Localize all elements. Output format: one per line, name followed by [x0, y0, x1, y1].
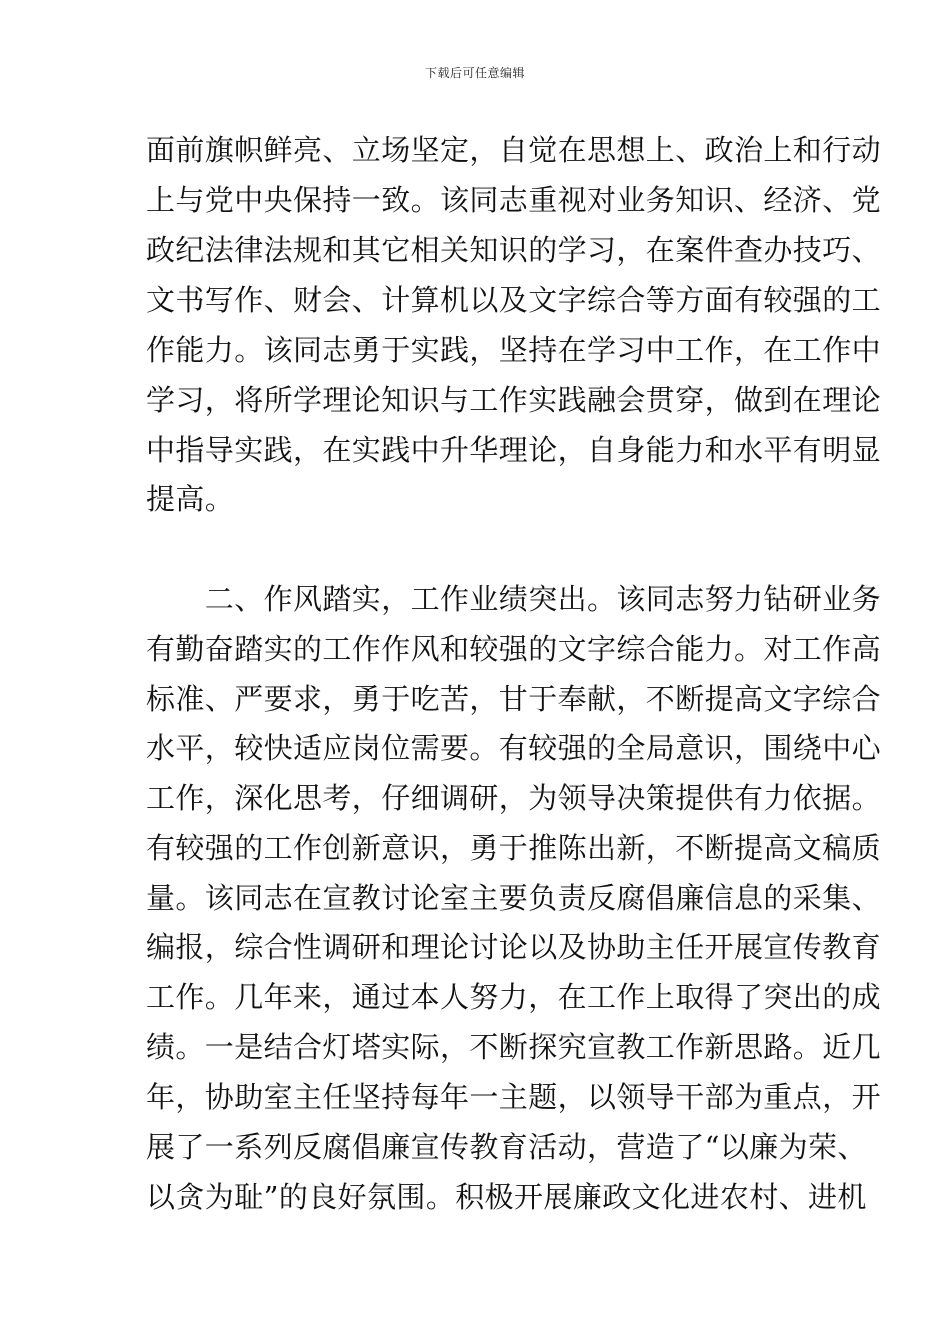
- text-line: 工作，深化思考，仔细调研，为领导决策提供有力依据。: [146, 781, 882, 815]
- text-line: 水平，较快适应岗位需要。有较强的全局意识，围绕中心: [146, 731, 882, 765]
- text-line: 提高。: [146, 482, 235, 516]
- text-line: 以贪为耻”的良好氛围。积极开展廉政文化进农村、进机: [146, 1180, 867, 1214]
- text-line: 中指导实践，在实践中升华理论，自身能力和水平有明显: [146, 433, 882, 467]
- text-line: 面前旗帜鲜亮、立场坚定，自觉在思想上、政治上和行动: [146, 133, 882, 167]
- text-line: 年，协助室主任坚持每年一主题，以领导干部为重点，开: [146, 1080, 882, 1114]
- text-line: 作能力。该同志勇于实践，坚持在学习中工作，在工作中: [146, 333, 882, 367]
- text-line: 上与党中央保持一致。该同志重视对业务知识、经济、党: [146, 183, 882, 217]
- page-header: 下载后可任意编辑: [424, 66, 525, 80]
- text-line: 学习，将所学理论知识与工作实践融会贯穿，做到在理论: [146, 383, 882, 417]
- text-line: 有较强的工作创新意识，勇于推陈出新，不断提高文稿质: [146, 831, 882, 865]
- text-line: 量。该同志在宣教讨论室主要负责反腐倡廉信息的采集、: [146, 881, 882, 915]
- paragraph-heading-line: 二、作风踏实，工作业绩突出。该同志努力钻研业务: [146, 582, 882, 616]
- text-line: 标准、严要求，勇于吃苦，甘于奉献，不断提高文字综合: [146, 682, 882, 716]
- text-line: 文书写作、财会、计算机以及文字综合等方面有较强的工: [146, 283, 882, 317]
- text-line: 有勤奋踏实的工作作风和较强的文字综合能力。对工作高: [146, 632, 882, 666]
- text-line: 展了一系列反腐倡廉宣传教育活动，营造了“以廉为荣、: [146, 1130, 867, 1164]
- text-line: 政纪法律法规和其它相关知识的学习，在案件查办技巧、: [146, 233, 882, 267]
- text-line: 编报，综合性调研和理论讨论以及协助主任开展宣传教育: [146, 930, 882, 964]
- text-line: 工作。几年来，通过本人努力，在工作上取得了突出的成: [146, 980, 882, 1014]
- text-line: 绩。一是结合灯塔实际，不断探究宣教工作新思路。近几: [146, 1030, 882, 1064]
